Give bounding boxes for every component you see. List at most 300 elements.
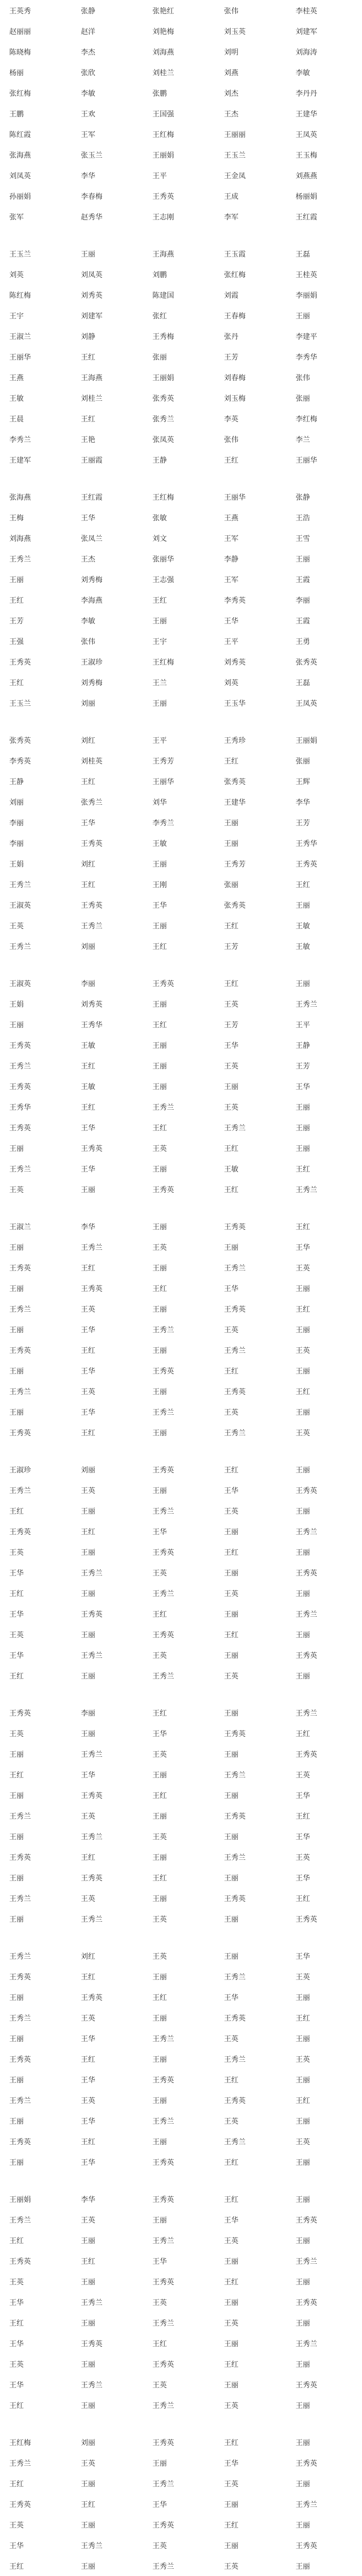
name-entry: 王红: [152, 1611, 167, 1619]
name-entry: 王丽: [296, 2563, 310, 2571]
name-entry: 王丽: [81, 250, 95, 259]
name-entry: 王磊: [296, 679, 310, 687]
name-entry: 王华: [9, 2340, 24, 2348]
name-entry: 王秀芳: [224, 860, 246, 869]
name-entry: 王红: [296, 2097, 310, 2105]
name-entry: 王英: [9, 2521, 24, 2530]
name-entry: 王静: [152, 456, 167, 465]
name-entry: 王秀英: [81, 1792, 102, 1800]
name-entry: 王红: [9, 1672, 24, 1681]
name-entry: 王红梅: [9, 2439, 31, 2447]
name-entry: 王秀华: [81, 1021, 102, 1029]
name-entry: 王敏: [296, 922, 310, 930]
name-entry: 王秀兰: [9, 2014, 31, 2023]
name-entry: 王秀英: [9, 1083, 31, 1091]
name-entry: 王秀英: [9, 1854, 31, 1862]
name-entry: 张丽: [296, 395, 310, 403]
name-grid: [9, 1466, 353, 1681]
name-entry: 王英: [224, 2480, 238, 2488]
name-entry: 王华: [81, 514, 95, 522]
name-entry: 王红: [152, 1792, 167, 1800]
name-entry: 王丽: [224, 2299, 238, 2307]
name-entry: 张秀英: [9, 737, 31, 745]
name-entry: 王丽: [224, 1569, 238, 1578]
name-entry: 王丽: [152, 1429, 167, 1437]
name-entry: 王建华: [296, 110, 317, 118]
name-entry: 王华: [152, 902, 167, 910]
name-entry: 王英: [152, 1953, 167, 1961]
name-grid: [9, 2196, 353, 2410]
name-entry: 王红: [81, 1429, 95, 1437]
name-entry: 王丽: [224, 1792, 238, 1800]
name-entry: 王丽: [224, 2381, 238, 2389]
name-entry: 张秀兰: [81, 799, 102, 807]
name-entry: 刘秀英: [224, 658, 246, 667]
name-entry: 张伟: [224, 7, 238, 15]
name-entry: 王秀兰: [9, 1306, 31, 1314]
name-entry: 王红: [9, 2563, 24, 2571]
name-entry: 王英: [224, 1104, 238, 1112]
name-entry: 王丽: [296, 1672, 310, 1681]
name-entry: 张凤英: [152, 436, 174, 444]
name-entry: 王秀英: [152, 1186, 174, 1194]
name-entry: 王英: [81, 2460, 95, 2468]
name-entry: 王丽: [152, 1812, 167, 1821]
name-entry: 王秀兰: [224, 2138, 246, 2146]
name-entry: 张伟: [296, 374, 310, 382]
name-entry: 王丽: [296, 2196, 310, 2204]
name-entry: 王秀梅: [152, 333, 174, 341]
name-entry: 王秀兰: [152, 2402, 174, 2410]
name-entry: 王丽: [152, 1854, 167, 1862]
name-entry: 杨丽娟: [296, 193, 317, 201]
name-entry: 王秀英: [9, 1347, 31, 1355]
name-entry: 王秀英: [224, 2097, 246, 2105]
name-entry: 李丽: [9, 840, 24, 848]
name-entry: 李军: [224, 213, 238, 222]
name-entry: 王艳: [81, 436, 95, 444]
name-entry: 王红: [296, 1895, 310, 1903]
name-entry: 刘玉梅: [224, 395, 246, 403]
name-entry: 张静: [81, 7, 95, 15]
name-entry: 王秀英: [152, 980, 174, 988]
name-entry: 李英: [224, 415, 238, 423]
name-entry: 王秀兰: [9, 1812, 31, 1821]
name-entry: 王红: [152, 1709, 167, 1718]
name-entry: 刘海涛: [296, 48, 317, 57]
name-entry: 王丽: [9, 1751, 24, 1759]
name-grid: [9, 980, 353, 1194]
name-entry: 王秀华: [296, 840, 317, 848]
name-entry: 王红: [224, 2278, 238, 2286]
name-entry: 王华: [296, 1244, 310, 1252]
name-entry: 王强: [9, 638, 24, 646]
name-entry: 王丽娟: [152, 151, 174, 160]
name-entry: 王秀英: [81, 2340, 102, 2348]
name-entry: 王红: [296, 1223, 310, 1231]
name-entry: 王丽: [152, 1771, 167, 1780]
name-entry: 王静: [9, 778, 24, 786]
name-entry: 王丽: [224, 1244, 238, 1252]
name-entry: 王丽: [9, 2117, 24, 2126]
name-entry: 王敏: [9, 395, 24, 403]
name-entry: 刘静: [81, 333, 95, 341]
name-entry: 王秀英: [224, 1812, 246, 1821]
name-entry: 王秀英: [152, 2361, 174, 2369]
name-entry: 李秀英: [224, 597, 246, 605]
name-entry: 王丽: [81, 2480, 95, 2488]
name-entry: 王娟: [9, 860, 24, 869]
name-entry: 王秀英: [296, 2216, 317, 2225]
name-entry: 王军: [224, 576, 238, 584]
name-entry: 王英: [296, 2138, 310, 2146]
name-entry: 王秀兰: [9, 2460, 31, 2468]
name-entry: 李春梅: [81, 193, 102, 201]
name-entry: 王秀兰: [9, 2097, 31, 2105]
name-entry: 王建华: [224, 799, 246, 807]
name-entry: 李华: [81, 172, 95, 180]
name-entry: 王英: [9, 1730, 24, 1738]
name-entry: 王丽: [152, 922, 167, 930]
name-entry: 王英: [224, 2563, 238, 2571]
name-entry: 王丽: [152, 1083, 167, 1091]
name-entry: 王英: [9, 1549, 24, 1557]
name-entry: 刘秀英: [81, 292, 102, 300]
name-entry: 张丽: [296, 757, 310, 766]
name-entry: 王秀英: [9, 1973, 31, 1981]
name-entry: 王秀英: [152, 1631, 174, 1639]
name-entry: 王红: [81, 2258, 95, 2266]
name-entry: 刘文: [152, 535, 167, 543]
name-entry: 王红: [9, 2402, 24, 2410]
name-entry: 王敏: [152, 840, 167, 848]
name-entry: 王红: [152, 1124, 167, 1132]
name-entry: 王秀英: [152, 2076, 174, 2084]
name-entry: 王英: [9, 1631, 24, 1639]
name-entry: 刘杰: [224, 90, 238, 98]
name-entry: 王秀兰: [9, 1165, 31, 1174]
name-entry: 王红: [224, 1367, 238, 1376]
name-entry: 王英: [224, 1326, 238, 1334]
name-entry: 王杰: [81, 555, 95, 564]
name-entry: 王秀兰: [152, 2237, 174, 2245]
name-entry: 王英秀: [9, 7, 31, 15]
name-entry: 王秀兰: [152, 2035, 174, 2043]
name-entry: 王秀英: [152, 2439, 174, 2447]
name-entry: 王华: [9, 1611, 24, 1619]
name-entry: 王丽: [152, 1388, 167, 1396]
name-entry: 王丽: [9, 1367, 24, 1376]
name-entry: 王秀兰: [224, 1347, 246, 1355]
name-entry: 王英: [152, 1833, 167, 1841]
name-entry: 王秀兰: [9, 1062, 31, 1071]
name-entry: 王燕: [9, 374, 24, 382]
name-entry: 王英: [152, 2299, 167, 2307]
name-entry: 王秀英: [296, 2381, 317, 2389]
name-entry: 王丽: [152, 1264, 167, 1273]
name-entry: 王英: [81, 2097, 95, 2105]
name-entry: 王英: [152, 2542, 167, 2550]
name-entry: 王秀英: [152, 193, 174, 201]
name-entry: 王丽: [81, 1672, 95, 1681]
name-entry: 王秀兰: [296, 1001, 317, 1009]
name-entry: 王丽: [9, 1244, 24, 1252]
name-entry: 王英: [296, 1973, 310, 1981]
name-entry: 王红: [152, 1021, 167, 1029]
name-entry: 王华: [81, 2117, 95, 2126]
name-entry: 王丽: [224, 1611, 238, 1619]
name-entry: 刘鹏: [152, 271, 167, 279]
name-entry: 王秀英: [296, 1652, 317, 1660]
name-entry: 刘丽: [81, 943, 95, 951]
name-entry: 王红: [152, 2340, 167, 2348]
name-entry: 王红梅: [152, 131, 174, 139]
name-entry: 王红: [9, 679, 24, 687]
name-entry: 王丽: [152, 860, 167, 869]
name-entry: 王敏: [224, 1165, 238, 1174]
name-entry: 王丽华: [152, 778, 174, 786]
name-entry: 王红: [224, 757, 238, 766]
name-entry: 王丽: [224, 1874, 238, 1883]
name-entry: 王秀英: [81, 1611, 102, 1619]
name-entry: 王红: [296, 1165, 310, 1174]
name-entry: 王华: [152, 1730, 167, 1738]
name-entry: 王秀英: [9, 2138, 31, 2146]
name-entry: 王秀英: [224, 1730, 246, 1738]
name-entry: 王丽华: [9, 353, 31, 362]
name-entry: 王海燕: [81, 374, 102, 382]
name-entry: 王红: [224, 2361, 238, 2369]
name-entry: 王志刚: [152, 213, 174, 222]
name-entry: 刘桂兰: [152, 69, 174, 77]
name-entry: 王丽: [152, 1001, 167, 1009]
name-entry: 刘桂兰: [81, 395, 102, 403]
name-entry: 王红: [9, 2237, 24, 2245]
name-entry: 王秀兰: [224, 1264, 246, 1273]
name-entry: 王红: [81, 1347, 95, 1355]
name-entry: 王红: [81, 1264, 95, 1273]
name-entry: 刘英: [224, 679, 238, 687]
name-entry: 王丽: [296, 1590, 310, 1598]
name-entry: 王秀兰: [152, 2563, 174, 2571]
name-entry: 王丽: [224, 1528, 238, 1536]
name-entry: 王丽: [296, 2117, 310, 2126]
name-entry: 王华: [296, 1953, 310, 1961]
name-entry: 王英: [81, 1388, 95, 1396]
name-entry: 王英: [224, 2035, 238, 2043]
name-entry: 王丽: [9, 1874, 24, 1883]
name-entry: 王英: [296, 2056, 310, 2064]
name-entry: 张丽: [224, 881, 238, 889]
name-entry: 王红: [9, 597, 24, 605]
name-entry: 王芳: [224, 943, 238, 951]
name-entry: 王秀英: [9, 2056, 31, 2064]
name-entry: 王丽: [296, 2319, 310, 2328]
name-entry: 王华: [296, 1874, 310, 1883]
name-entry: 王桂英: [296, 271, 317, 279]
name-entry: 王秀兰: [81, 1652, 102, 1660]
name-entry: 王丽: [296, 2278, 310, 2286]
name-entry: 王华: [296, 1792, 310, 1800]
name-entry: 王红: [224, 2076, 238, 2084]
name-section: [9, 1953, 353, 2167]
name-entry: 王丽: [296, 2361, 310, 2369]
name-entry: 杨丽: [9, 69, 24, 77]
name-entry: 王丽: [152, 700, 167, 708]
name-entry: 王红梅: [152, 494, 174, 502]
name-entry: 李丽: [9, 819, 24, 827]
name-entry: 王红: [224, 1631, 238, 1639]
name-entry: 王辉: [296, 778, 310, 786]
name-entry: 王丽: [152, 2097, 167, 2105]
name-entry: 王秀兰: [9, 1953, 31, 1961]
name-entry: 王秀兰: [224, 1124, 246, 1132]
name-grid: [9, 494, 353, 708]
name-entry: 王丽: [152, 1306, 167, 1314]
name-entry: 刘艳梅: [152, 28, 174, 36]
name-entry: 王梅: [9, 514, 24, 522]
name-entry: 王丽娟: [296, 737, 317, 745]
name-entry: 王秀英: [9, 1124, 31, 1132]
name-entry: 王丽: [224, 1751, 238, 1759]
name-entry: 刘海燕: [9, 535, 31, 543]
name-entry: 李华: [296, 799, 310, 807]
name-entry: 张秀英: [224, 778, 246, 786]
name-entry: 李丽: [81, 1709, 95, 1718]
name-entry: 王秀英: [224, 1388, 246, 1396]
name-entry: 王丽: [296, 1326, 310, 1334]
name-entry: 王丽: [296, 312, 310, 320]
name-entry: 王丽: [296, 555, 310, 564]
name-entry: 刘海燕: [152, 48, 174, 57]
name-entry: 王丽: [81, 1186, 95, 1194]
name-entry: 王丽华: [296, 456, 317, 465]
name-entry: 王秀英: [296, 860, 317, 869]
name-entry: 王红: [224, 456, 238, 465]
name-entry: 李丽: [296, 597, 310, 605]
name-entry: 王丽: [152, 1165, 167, 1174]
name-entry: 王丽: [9, 1916, 24, 1924]
name-entry: 王丽: [296, 2159, 310, 2167]
name-entry: 王丽: [296, 1145, 310, 1153]
name-entry: 王丽: [152, 617, 167, 625]
name-section: [9, 1223, 353, 1437]
name-entry: 王红: [81, 1973, 95, 1981]
name-entry: 王秀兰: [296, 2501, 317, 2509]
name-entry: 王英: [224, 1409, 238, 1417]
name-entry: 王秀兰: [81, 1751, 102, 1759]
name-entry: 王红: [81, 2138, 95, 2146]
name-entry: 王敏: [81, 1042, 95, 1050]
name-entry: 王丽: [296, 2237, 310, 2245]
name-entry: 李丹丹: [296, 90, 317, 98]
name-entry: 刘红: [81, 860, 95, 869]
name-entry: 王英: [224, 1672, 238, 1681]
name-entry: 王凤英: [296, 131, 317, 139]
name-entry: 王秀兰: [224, 1854, 246, 1862]
name-entry: 王英: [9, 2361, 24, 2369]
name-entry: 李建平: [296, 333, 317, 341]
name-entry: 王丽: [152, 2216, 167, 2225]
name-entry: 王凤英: [296, 700, 317, 708]
name-entry: 王红: [81, 1062, 95, 1071]
name-entry: 王英: [224, 1590, 238, 1598]
name-entry: 王燕: [224, 514, 238, 522]
name-entry: 张红梅: [224, 271, 246, 279]
name-entry: 王英: [296, 1429, 310, 1437]
name-entry: 王英: [152, 1652, 167, 1660]
name-entry: 张红: [152, 312, 167, 320]
name-entry: 王丽: [9, 2076, 24, 2084]
name-entry: 王红: [152, 1285, 167, 1293]
name-entry: 王芳: [296, 1062, 310, 1071]
name-entry: 王秀英: [9, 2501, 31, 2509]
name-entry: 李华: [81, 1223, 95, 1231]
name-entry: 王丽: [9, 2159, 24, 2167]
name-entry: 王宇: [9, 312, 24, 320]
name-entry: 王秀兰: [152, 1672, 174, 1681]
name-entry: 王秀兰: [81, 1833, 102, 1841]
name-entry: 王丽: [81, 2521, 95, 2530]
name-entry: 王秀英: [224, 1306, 246, 1314]
name-entry: 王丽娟: [152, 374, 174, 382]
name-entry: 王丽: [224, 2258, 238, 2266]
name-entry: 王华: [224, 1042, 238, 1050]
name-entry: 王丽: [296, 1124, 310, 1132]
name-entry: 王丽娟: [9, 2196, 31, 2204]
name-entry: 王红霞: [296, 213, 317, 222]
name-entry: 王红: [152, 1994, 167, 2002]
name-entry: 王丽: [9, 1285, 24, 1293]
name-entry: 王刚: [152, 881, 167, 889]
name-entry: 王志强: [152, 576, 174, 584]
name-entry: 王红: [152, 943, 167, 951]
name-entry: 王秀兰: [81, 2381, 102, 2389]
name-entry: 王鹏: [9, 110, 24, 118]
name-grid: [9, 1953, 353, 2167]
name-entry: 王丽: [9, 1021, 24, 1029]
name-entry: 王秀兰: [81, 1916, 102, 1924]
name-entry: 王红: [9, 2480, 24, 2488]
name-entry: 王丽: [224, 1083, 238, 1091]
name-entry: 王秀英: [296, 2460, 317, 2468]
name-entry: 王兰: [152, 679, 167, 687]
name-entry: 李敏: [81, 90, 95, 98]
name-entry: 王丽: [152, 2014, 167, 2023]
name-grid: [9, 1709, 353, 1924]
name-entry: 王玉梅: [296, 151, 317, 160]
name-entry: 王华: [152, 1528, 167, 1536]
name-entry: 王丽: [81, 2402, 95, 2410]
name-entry: 王丽: [296, 1507, 310, 1516]
name-entry: 王秀兰: [81, 922, 102, 930]
name-entry: 王红: [81, 2501, 95, 2509]
name-entry: 王成: [224, 193, 238, 201]
name-entry: 王华: [81, 1367, 95, 1376]
name-entry: 刘凤英: [9, 172, 31, 180]
name-entry: 李华: [81, 2196, 95, 2204]
name-entry: 张丹: [224, 333, 238, 341]
name-entry: 王秀兰: [152, 1104, 174, 1112]
name-entry: 王浩: [296, 514, 310, 522]
name-entry: 刘凤英: [81, 271, 102, 279]
name-entry: 孙丽娟: [9, 193, 31, 201]
name-entry: 王华: [224, 2216, 238, 2225]
name-entry: 王敏: [81, 1083, 95, 1091]
name-entry: 王丽: [81, 1730, 95, 1738]
name-entry: 王秀英: [9, 1264, 31, 1273]
name-entry: 李海燕: [81, 597, 102, 605]
